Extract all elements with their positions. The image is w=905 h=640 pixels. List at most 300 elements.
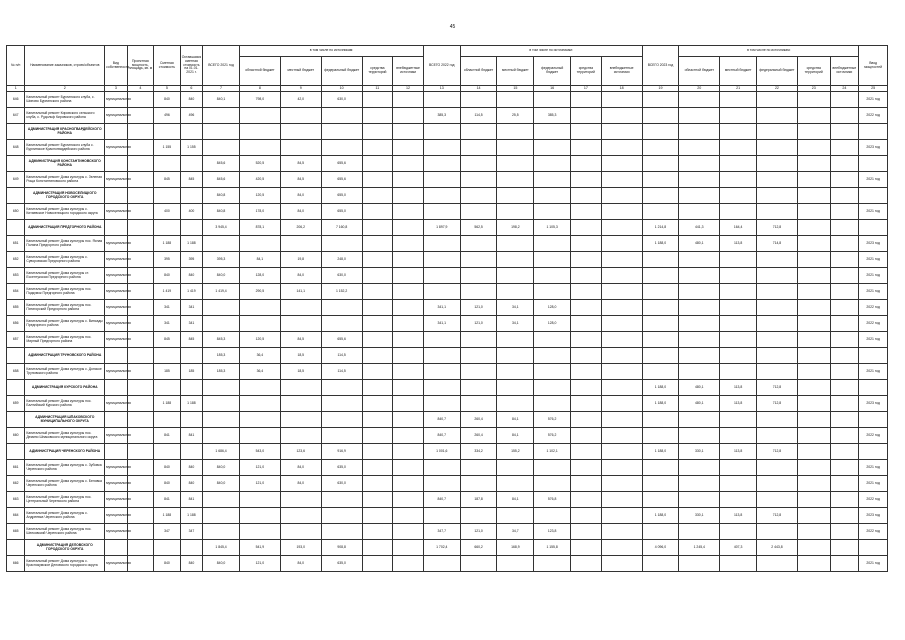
ownership-type: муниципальная: [105, 460, 127, 476]
table-row: [7, 508, 888, 524]
value-cell: [757, 348, 798, 364]
header-vid: Вид собственности: [105, 46, 127, 86]
value-cell: 655,0: [321, 188, 362, 204]
estimated-cost: 1 188: [154, 508, 181, 524]
remaining-cost: [180, 540, 202, 556]
capacity: [127, 172, 154, 188]
ownership-type: муниципальная: [105, 476, 127, 492]
object-name: Капитальный ремонт Дома культуры пос. Подкумок Предгорного района: [25, 284, 105, 300]
value-cell: [830, 108, 859, 124]
value-cell: [393, 252, 424, 268]
header-src-2021-source: областной бюджет: [239, 57, 280, 86]
value-cell: 19,8: [280, 252, 321, 268]
header-src-2023-source: местный бюджет: [720, 57, 757, 86]
estimated-cost: 496: [154, 108, 181, 124]
value-cell: [797, 220, 830, 236]
value-cell: [280, 316, 321, 332]
remaining-cost: 841: [180, 492, 202, 508]
value-cell: [460, 556, 497, 572]
value-cell: 1 152,2: [321, 284, 362, 300]
value-cell: [642, 364, 679, 380]
row-number: 662: [7, 476, 25, 492]
section-title: АДМИНИСТРАЦИЯ ТРУНОВСКОГО РАЙОНА: [25, 348, 105, 364]
value-cell: [362, 412, 393, 428]
value-cell: [679, 348, 720, 364]
value-cell: [571, 156, 602, 172]
value-cell: [571, 124, 602, 140]
value-cell: [362, 508, 393, 524]
value-cell: 121,0: [239, 476, 280, 492]
object-name: Капитальный ремонт Кировского сельского клуба, с. Рудольф Кировского района: [25, 108, 105, 124]
object-name: Капитальный ремонт Дома культуры с. Андреевка Черенского района: [25, 508, 105, 524]
value-cell: [601, 188, 642, 204]
value-cell: [601, 268, 642, 284]
estimated-cost: [154, 188, 181, 204]
value-cell: [321, 524, 362, 540]
capacity: [127, 460, 154, 476]
value-cell: [280, 428, 321, 444]
value-cell: [534, 460, 571, 476]
value-cell: [321, 236, 362, 252]
value-cell: [571, 460, 602, 476]
value-cell: [362, 236, 393, 252]
value-cell: [679, 124, 720, 140]
value-cell: [460, 140, 497, 156]
header-src-2022-source: областной бюджет: [460, 57, 497, 86]
estimated-cost: [154, 124, 181, 140]
value-cell: [797, 364, 830, 380]
value-cell: [497, 508, 534, 524]
value-cell: [460, 252, 497, 268]
row-number: 654: [7, 284, 25, 300]
estimated-cost: 840: [154, 92, 181, 108]
value-cell: 1 702,4: [423, 540, 460, 556]
completion-year: 2023 год: [859, 396, 888, 412]
value-cell: [239, 140, 280, 156]
capacity: [127, 348, 154, 364]
value-cell: [460, 380, 497, 396]
value-cell: [534, 476, 571, 492]
value-cell: [571, 508, 602, 524]
remaining-cost: [180, 380, 202, 396]
value-cell: [393, 188, 424, 204]
table-row: [7, 92, 888, 108]
value-cell: [239, 300, 280, 316]
value-cell: 714,8: [757, 236, 798, 252]
value-cell: [642, 492, 679, 508]
value-cell: 84,0: [280, 476, 321, 492]
value-cell: 7 160,8: [321, 220, 362, 236]
header-src-2023-source: внебюджетные источники: [830, 57, 859, 86]
completion-year: 2022 год: [859, 108, 888, 124]
value-cell: [571, 316, 602, 332]
value-cell: [571, 412, 602, 428]
value-cell: [362, 540, 393, 556]
value-cell: [534, 268, 571, 284]
section-header-row: [7, 444, 888, 460]
value-cell: [571, 300, 602, 316]
row-number: 664: [7, 508, 25, 524]
value-cell: [571, 476, 602, 492]
remaining-cost: [180, 444, 202, 460]
value-cell: [642, 476, 679, 492]
object-name: Капитальный ремонт Дома культуры с. Зеленая Роща Константиновского района: [25, 172, 105, 188]
header-name: Наименование заказчиков, строек/объектов: [25, 46, 105, 86]
column-number: 8: [239, 86, 280, 92]
estimated-cost: 341: [154, 316, 181, 332]
value-cell: [830, 476, 859, 492]
value-cell: [830, 252, 859, 268]
value-cell: [642, 172, 679, 188]
value-cell: [362, 492, 393, 508]
column-number: 11: [362, 86, 393, 92]
ownership-type: муниципальная: [105, 300, 127, 316]
value-cell: [642, 156, 679, 172]
value-cell: [757, 284, 798, 300]
value-cell: [797, 444, 830, 460]
value-cell: [460, 476, 497, 492]
value-cell: [830, 172, 859, 188]
value-cell: [571, 444, 602, 460]
remaining-cost: 1 188: [180, 396, 202, 412]
value-cell: 576,8: [534, 492, 571, 508]
value-cell: [679, 332, 720, 348]
object-name: Капитальный ремонт Дома культуры пос. Пятигорский Предгорного района: [25, 300, 105, 316]
completion-year: 2022 год: [859, 428, 888, 444]
value-cell: [321, 428, 362, 444]
value-cell: 84,1: [497, 428, 534, 444]
value-cell: [321, 140, 362, 156]
value-cell: 84,0: [280, 204, 321, 220]
value-cell: [362, 428, 393, 444]
value-cell: [830, 92, 859, 108]
ownership-type: муниципальная: [105, 252, 127, 268]
value-cell: [321, 124, 362, 140]
value-cell: [393, 124, 424, 140]
value-cell: [460, 204, 497, 220]
column-number: 17: [571, 86, 602, 92]
table-row: [7, 236, 888, 252]
value-cell: [423, 172, 460, 188]
value-cell: [679, 428, 720, 444]
value-cell: [203, 428, 240, 444]
value-cell: [757, 172, 798, 188]
value-cell: 655,0: [321, 204, 362, 220]
row-number: 660: [7, 428, 25, 444]
value-cell: [757, 268, 798, 284]
capacity: [127, 396, 154, 412]
estimated-cost: 845: [154, 172, 181, 188]
value-cell: [423, 508, 460, 524]
value-cell: [797, 172, 830, 188]
value-cell: 712,8: [757, 396, 798, 412]
ownership-type: [105, 124, 127, 140]
ownership-type: муниципальная: [105, 268, 127, 284]
capacity: [127, 284, 154, 300]
value-cell: [497, 364, 534, 380]
value-cell: [203, 108, 240, 124]
header-group-2021: в том числе по источникам:: [239, 46, 423, 57]
value-cell: [757, 412, 798, 428]
value-cell: 712,8: [757, 508, 798, 524]
value-cell: [571, 188, 602, 204]
row-number: 656: [7, 316, 25, 332]
value-cell: 480,1: [679, 380, 720, 396]
value-cell: 187,8: [460, 492, 497, 508]
value-cell: [679, 476, 720, 492]
row-number: 647: [7, 108, 25, 124]
remaining-cost: 400: [180, 204, 202, 220]
capacity: [127, 92, 154, 108]
value-cell: 84,1: [497, 412, 534, 428]
value-cell: [423, 284, 460, 300]
value-cell: [720, 364, 757, 380]
table-row: [7, 172, 888, 188]
value-cell: [679, 460, 720, 476]
value-cell: [601, 156, 642, 172]
row-number: 665: [7, 524, 25, 540]
value-cell: [393, 556, 424, 572]
value-cell: [830, 444, 859, 460]
table-row: [7, 140, 888, 156]
value-cell: 878,1: [239, 220, 280, 236]
value-cell: [423, 236, 460, 252]
value-cell: 655,6: [321, 332, 362, 348]
value-cell: [757, 364, 798, 380]
value-cell: [460, 364, 497, 380]
value-cell: 193,0: [280, 540, 321, 556]
value-cell: [534, 124, 571, 140]
value-cell: [534, 92, 571, 108]
value-cell: [571, 524, 602, 540]
completion-year: 2023 год: [859, 140, 888, 156]
value-cell: [362, 172, 393, 188]
value-cell: [757, 556, 798, 572]
value-cell: [830, 396, 859, 412]
estimated-cost: 400: [154, 204, 181, 220]
value-cell: [830, 188, 859, 204]
value-cell: [679, 492, 720, 508]
ownership-type: [105, 412, 127, 428]
value-cell: [393, 540, 424, 556]
value-cell: 84,1: [497, 492, 534, 508]
value-cell: 840,0: [203, 460, 240, 476]
value-cell: [497, 204, 534, 220]
value-cell: 1 102,1: [534, 444, 571, 460]
value-cell: [642, 460, 679, 476]
value-cell: 206,2: [280, 220, 321, 236]
value-cell: [679, 92, 720, 108]
object-name: Капитальный ремонт Дома культуры пос. Мирный Предгорного района: [25, 332, 105, 348]
column-number: 1: [7, 86, 25, 92]
value-cell: 630,0: [321, 92, 362, 108]
value-cell: 1 214,8: [642, 220, 679, 236]
value-cell: [393, 268, 424, 284]
ownership-type: муниципальная: [105, 316, 127, 332]
value-cell: [203, 300, 240, 316]
value-cell: [460, 92, 497, 108]
value-cell: [423, 156, 460, 172]
value-cell: [362, 364, 393, 380]
value-cell: [393, 172, 424, 188]
value-cell: 840,0: [203, 268, 240, 284]
section-title: АДМИНИСТРАЦИЯ ШПАКОВСКОГО МУНИЦИПАЛЬНОГО ОКРУГА: [25, 412, 105, 428]
value-cell: [797, 252, 830, 268]
value-cell: [642, 252, 679, 268]
row-number: [7, 220, 25, 236]
value-cell: [601, 508, 642, 524]
value-cell: [571, 268, 602, 284]
value-cell: 840,0: [203, 556, 240, 572]
value-cell: [830, 220, 859, 236]
header-src-2023-source: федеральный бюджет: [757, 57, 798, 86]
value-cell: [679, 188, 720, 204]
remaining-cost: 395: [180, 252, 202, 268]
value-cell: [534, 364, 571, 380]
value-cell: [362, 220, 393, 236]
estimated-cost: 840: [154, 460, 181, 476]
capacity: [127, 188, 154, 204]
estimated-cost: 1 419: [154, 284, 181, 300]
value-cell: 576,2: [534, 412, 571, 428]
value-cell: [757, 492, 798, 508]
table-row: [7, 364, 888, 380]
value-cell: 541,9: [239, 540, 280, 556]
value-cell: [571, 204, 602, 220]
value-cell: [280, 300, 321, 316]
value-cell: [280, 140, 321, 156]
object-name: Капитальный ремонт Дома культуры ст. Ессентукская Предгорного района: [25, 268, 105, 284]
value-cell: [571, 492, 602, 508]
ownership-type: муниципальная: [105, 140, 127, 156]
capacity: [127, 156, 154, 172]
table-row: [7, 332, 888, 348]
value-cell: 1 188,0: [642, 380, 679, 396]
value-cell: [497, 172, 534, 188]
object-name: Капитальный ремонт Бурлинского клуба, с. Шипово Бурлинского района: [25, 92, 105, 108]
value-cell: [797, 92, 830, 108]
value-cell: [797, 300, 830, 316]
value-cell: 1 188,0: [642, 444, 679, 460]
value-cell: [757, 252, 798, 268]
value-cell: [720, 556, 757, 572]
value-cell: [830, 428, 859, 444]
value-cell: [203, 124, 240, 140]
ownership-type: муниципальная: [105, 92, 127, 108]
value-cell: [393, 348, 424, 364]
value-cell: 840,7: [423, 492, 460, 508]
value-cell: [797, 460, 830, 476]
value-cell: [642, 428, 679, 444]
table-row: [7, 284, 888, 300]
header-src-2022-source: местный бюджет: [497, 57, 534, 86]
value-cell: 1 188,0: [642, 508, 679, 524]
row-number: 658: [7, 364, 25, 380]
value-cell: [321, 108, 362, 124]
value-cell: [239, 524, 280, 540]
value-cell: [280, 124, 321, 140]
value-cell: 84,0: [280, 556, 321, 572]
remaining-cost: 1 155: [180, 140, 202, 156]
value-cell: [362, 460, 393, 476]
value-cell: [642, 188, 679, 204]
object-name: Капитальный ремонт Дома культуры с. Краснокумское Деловского городского округа: [25, 556, 105, 572]
ownership-type: муниципальная: [105, 492, 127, 508]
value-cell: [720, 92, 757, 108]
remaining-cost: 845: [180, 332, 202, 348]
value-cell: 84,0: [280, 188, 321, 204]
value-cell: [203, 396, 240, 412]
value-cell: 1 001,6: [423, 444, 460, 460]
completion-year: 2021 год: [859, 252, 888, 268]
row-number: [7, 188, 25, 204]
value-cell: [679, 364, 720, 380]
value-cell: [830, 540, 859, 556]
value-cell: [239, 124, 280, 140]
value-cell: [679, 204, 720, 220]
header-group-2022: в том числе по источникам:: [460, 46, 642, 57]
section-header-row: [7, 412, 888, 428]
value-cell: [642, 316, 679, 332]
value-cell: 1 105,3: [534, 220, 571, 236]
section-title: АДМИНИСТРАЦИЯ ДЕЛОВСКОГО ГОРОДСКОГО ОКРУГА: [25, 540, 105, 556]
remaining-cost: 185: [180, 364, 202, 380]
completion-year: [859, 412, 888, 428]
value-cell: [423, 252, 460, 268]
value-cell: [601, 92, 642, 108]
column-number: 15: [497, 86, 534, 92]
row-number: 655: [7, 300, 25, 316]
object-name: Капитальный ремонт Дома культуры с. Китаевское Новоселицкого городского округа: [25, 204, 105, 220]
remaining-cost: 496: [180, 108, 202, 124]
ownership-type: муниципальная: [105, 236, 127, 252]
completion-year: 2021 год: [859, 284, 888, 300]
estimated-cost: 347: [154, 524, 181, 540]
completion-year: 2021 год: [859, 332, 888, 348]
value-cell: [830, 380, 859, 396]
value-cell: 34,1: [497, 300, 534, 316]
value-cell: 260,4: [460, 428, 497, 444]
value-cell: [757, 332, 798, 348]
value-cell: 121,0: [460, 316, 497, 332]
value-cell: [679, 156, 720, 172]
value-cell: [460, 172, 497, 188]
estimated-cost: [154, 220, 181, 236]
value-cell: 141,1: [280, 284, 321, 300]
estimated-cost: 1 188: [154, 236, 181, 252]
value-cell: 916,9: [321, 444, 362, 460]
value-cell: 123,6: [280, 444, 321, 460]
value-cell: [497, 460, 534, 476]
value-cell: 84,1: [239, 252, 280, 268]
table-row: [7, 268, 888, 284]
value-cell: [362, 476, 393, 492]
value-cell: 395,3: [203, 252, 240, 268]
value-cell: 4 096,0: [642, 540, 679, 556]
estimated-cost: [154, 444, 181, 460]
value-cell: [830, 412, 859, 428]
row-number: 652: [7, 252, 25, 268]
section-header-row: [7, 540, 888, 556]
value-cell: [534, 508, 571, 524]
value-cell: 334,2: [460, 444, 497, 460]
value-cell: [797, 124, 830, 140]
value-cell: [601, 348, 642, 364]
ownership-type: [105, 188, 127, 204]
value-cell: [460, 124, 497, 140]
value-cell: [239, 492, 280, 508]
section-title: АДМИНИСТРАЦИЯ КРАСНОГВАРДЕЙСКОГО РАЙОНА: [25, 124, 105, 140]
